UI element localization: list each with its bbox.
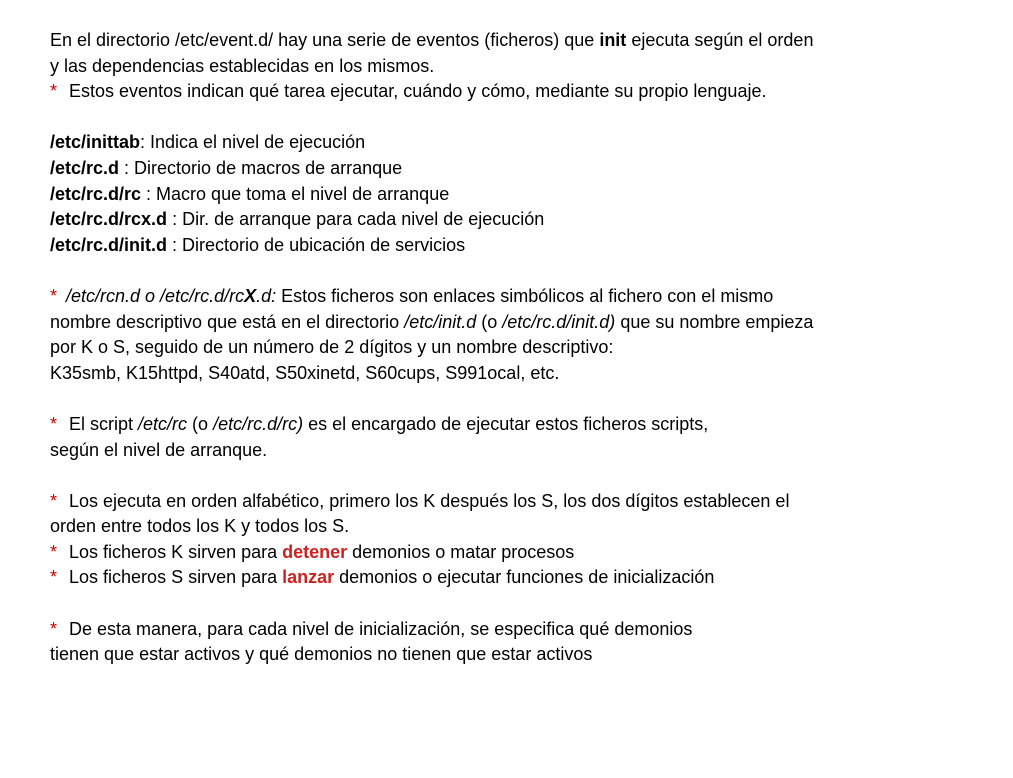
- file-entry-initd: /etc/rc.d/init.d : Directorio de ubicación de servicios: [50, 234, 466, 255]
- bullet-star: *: [50, 490, 58, 511]
- document-body: [50, 28, 1000, 668]
- bullet-summary-line-2: tienen que estar activos y qué demonios no tienen que estar activos: [50, 644, 593, 665]
- bullet-k-files: * Los ficheros K sirven para detener demonios o matar procesos: [50, 541, 575, 562]
- bullet-star: *: [50, 413, 58, 434]
- paragraph-intro-line-2: y las dependencias establecidas en los mismos.: [50, 55, 435, 76]
- bullet-symlinks-examples: K35smb, K15httpd, S40atd, S50xinetd, S60cups, S991ocal, etc.: [50, 362, 560, 383]
- bullet-symlinks-line-2: nombre descriptivo que está en el directorio /etc/init.d (o /etc/rc.d/init.d) que su nombre empieza: [50, 311, 814, 332]
- paragraph-intro-line-1: En el directorio /etc/event.d/ hay una serie de eventos (ficheros) que init ejecuta según el orden: [50, 30, 814, 50]
- bullet-star: *: [50, 285, 58, 306]
- file-entry-rcxd: /etc/rc.d/rcx.d : Dir. de arranque para cada nivel de ejecución: [50, 209, 545, 230]
- bullet-events-line: * Estos eventos indican qué tarea ejecutar, cuándo y cómo, mediante su propio lenguaje.: [50, 81, 767, 102]
- bullet-star: *: [50, 81, 58, 102]
- file-entry-rcd: /etc/rc.d : Directorio de macros de arranque: [50, 157, 403, 178]
- bullet-s-files: * Los ficheros S sirven para lanzar demonios o ejecutar funciones de inicialización: [50, 567, 715, 588]
- keyword-detener: detener: [282, 541, 348, 562]
- bullet-symlinks-line-3: por K o S, seguido de un número de 2 dígitos y un nombre descriptivo:: [50, 337, 614, 358]
- bullet-star: *: [50, 567, 58, 588]
- file-entry-inittab: /etc/inittab: Indica el nivel de ejecución: [50, 132, 366, 153]
- bullet-summary-line-1: * De esta manera, para cada nivel de inicialización, se especifica qué demonios: [50, 618, 693, 639]
- bullet-symlinks-line-1: * /etc/rcn.d o /etc/rc.d/rcX.d: Estos ficheros son enlaces simbólicos al fichero con el mismo: [50, 285, 774, 306]
- bullet-order-line-1: * Los ejecuta en orden alfabético, primero los K después los S, los dos dígitos establecen el: [50, 490, 790, 511]
- bullet-order-line-2: orden entre todos los K y todos los S.: [50, 516, 350, 537]
- keyword-lanzar: lanzar: [282, 567, 335, 588]
- bullet-star: *: [50, 541, 58, 562]
- init-keyword: init: [599, 30, 627, 50]
- bullet-script-line-2: según el nivel de arranque.: [50, 439, 268, 460]
- file-entry-rc: /etc/rc.d/rc : Macro que toma el nivel de arranque: [50, 183, 450, 204]
- bullet-star: *: [50, 618, 58, 639]
- bullet-script-line-1: * El script /etc/rc (o /etc/rc.d/rc) es el encargado de ejecutar estos ficheros scripts,: [50, 413, 709, 434]
